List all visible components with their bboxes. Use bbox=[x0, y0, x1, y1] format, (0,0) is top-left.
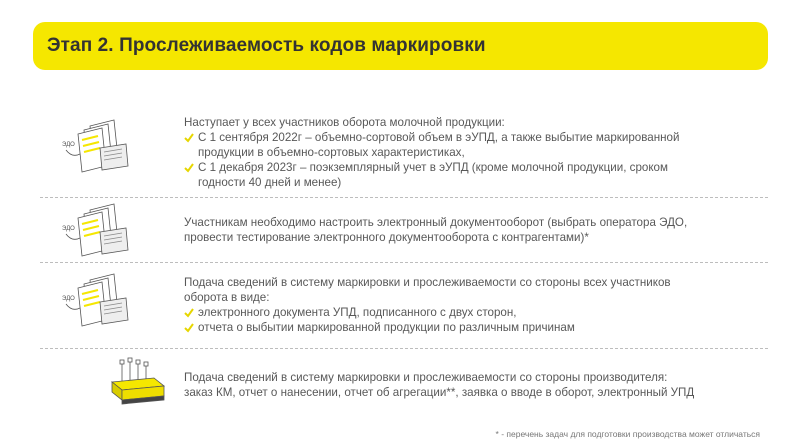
row-divider bbox=[40, 262, 768, 263]
bullet-text: электронного документа УПД, подписанного с двух сторон, bbox=[198, 306, 517, 319]
row-edo-setup bbox=[184, 215, 744, 245]
edo-documents-icon bbox=[60, 118, 132, 178]
bullet-continuation: годности 40 дней и менее) bbox=[198, 176, 342, 189]
row-line: заказ КМ, отчет о нанесении, отчет об агрегации**, заявка о вводе в оборот, электронный УПД bbox=[184, 386, 695, 399]
list-item bbox=[184, 320, 744, 335]
checkmark-icon bbox=[184, 130, 198, 145]
edo-documents-icon bbox=[60, 272, 132, 332]
row-divider bbox=[40, 348, 768, 349]
list-item bbox=[184, 160, 744, 190]
row-line: провести тестирование электронного документооборота с контрагентами)* bbox=[184, 231, 589, 244]
stage-banner bbox=[33, 22, 768, 70]
row-all-participants bbox=[184, 275, 744, 335]
svg-text:ЭДО: ЭДО bbox=[62, 296, 75, 302]
list-item bbox=[184, 305, 744, 320]
svg-text:ЭДО: ЭДО bbox=[62, 142, 75, 148]
bullet-text: С 1 сентября 2022г – объемно-сортовой объем в эУПД, а также выбытие маркированной bbox=[198, 131, 680, 144]
checkmark-icon bbox=[184, 160, 198, 175]
bullet-continuation: продукции в объемно-сортовых характеристиках, bbox=[198, 146, 465, 159]
production-line-icon bbox=[108, 356, 168, 410]
edo-documents-icon bbox=[60, 202, 132, 262]
svg-text:ЭДО: ЭДО bbox=[62, 226, 75, 232]
bullet-text: С 1 декабря 2023г – поэкземплярный учет в эУПД (кроме молочной продукции, сроком bbox=[198, 161, 668, 174]
row-intro: Наступает у всех участников оборота молочной продукции: bbox=[184, 116, 505, 129]
row-line: Подача сведений в систему маркировки и прослеживаемости со стороны производителя: bbox=[184, 371, 668, 384]
list-item bbox=[184, 130, 744, 160]
checkmark-icon bbox=[184, 305, 198, 320]
row-producer-reports bbox=[184, 370, 744, 400]
footnote: * - перечень задач для подготовки производства может отличаться bbox=[495, 429, 760, 439]
row-divider bbox=[40, 197, 768, 198]
row-line: оборота в виде: bbox=[184, 291, 270, 304]
checkmark-icon bbox=[184, 320, 198, 335]
row-dairy-requirements bbox=[184, 115, 744, 190]
bullet-text: отчета о выбытии маркированной продукции по различным причинам bbox=[198, 321, 575, 334]
row-line: Подача сведений в систему маркировки и прослеживаемости со стороны всех участников bbox=[184, 276, 671, 289]
page-title: Этап 2. Прослеживаемость кодов маркировки bbox=[47, 35, 486, 56]
row-line: Участникам необходимо настроить электронный документооборот (выбрать оператора ЭДО, bbox=[184, 216, 688, 229]
